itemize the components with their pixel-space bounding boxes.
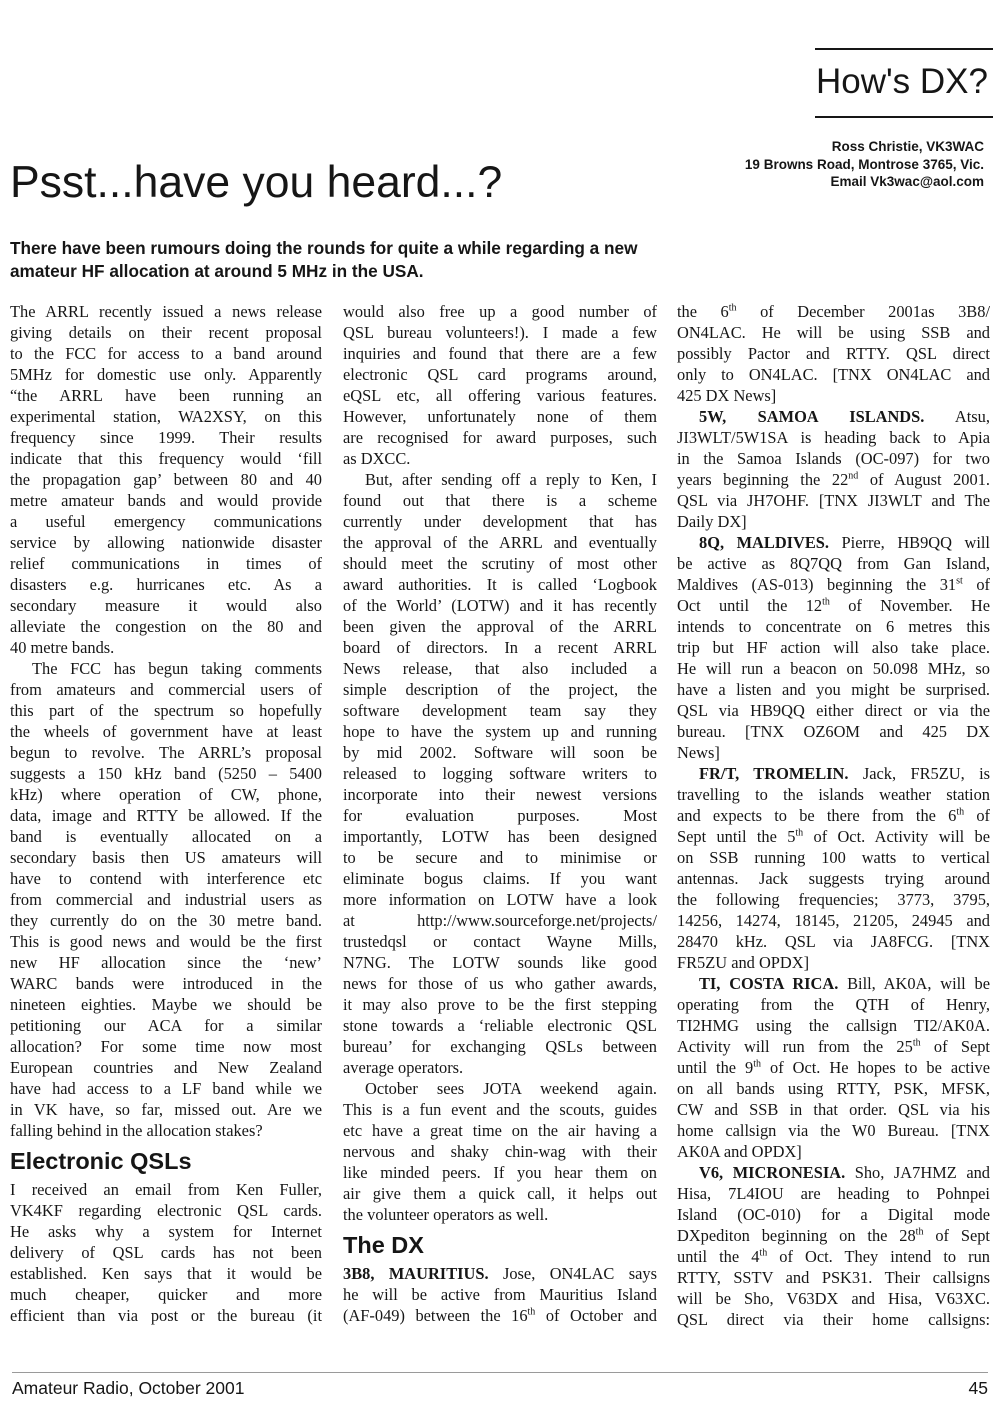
- body-line: This is good news and would be the first: [10, 932, 322, 951]
- body-line: intends to concentrate on 6 metres this: [677, 617, 990, 636]
- dx-entity-heading: FR/T, TROMELIN.: [699, 764, 849, 783]
- body-line: award authorities. It is called ‘Logbook: [343, 575, 657, 594]
- body-line: hope to have the system up and running: [343, 722, 657, 741]
- body-line: travelling to the islands weather station: [677, 785, 990, 804]
- body-line: would also free up a good number of: [343, 302, 657, 321]
- body-line: bureau. [TNX OZ6OM and 425 DX: [677, 722, 990, 741]
- body-line: JI3WLT/5W1SA is heading back to Apia: [677, 428, 990, 447]
- body-line: it may also prove to be the first stepping: [343, 995, 657, 1014]
- body-line: giving details on their recent proposal: [10, 323, 322, 342]
- body-line: Sept until the 5th of Oct. Activity will be: [677, 827, 990, 846]
- body-line: TI, COSTA RICA. Bill, AK0A, will be: [699, 974, 990, 993]
- body-line: QSL bureau volunteers!). I made a few: [343, 323, 657, 342]
- section-title: How's DX?: [815, 62, 988, 101]
- body-line: as DXCC.: [343, 449, 411, 468]
- author-block: [745, 138, 984, 191]
- body-line: the volunteer operators as well.: [343, 1205, 549, 1224]
- body-line: nervous and shaky chin-wag with their: [343, 1142, 657, 1161]
- body-line: kHz) where operation of CW, phone,: [10, 785, 322, 804]
- body-line: QSL via HB9QQ either direct or via the: [677, 701, 990, 720]
- body-line: 425 DX News]: [677, 386, 777, 405]
- body-line: should meet the scrutiny of most other: [343, 554, 657, 573]
- body-line: service by allowing nationwide disaster: [10, 533, 322, 552]
- body-line: Island (OC-010) for a Digital mode: [677, 1205, 990, 1224]
- body-line: in VK have, so far, missed out. Are we: [10, 1100, 322, 1119]
- body-line: He will run a beacon on 50.098 MHz, so: [677, 659, 990, 678]
- section-header-top-rule: [815, 48, 993, 50]
- body-line: Hisa, 7L4IOU are heading to Pohnpei: [677, 1184, 990, 1203]
- body-line: from commercial and industrial users as: [10, 890, 322, 909]
- body-line: the 6th of December 2001as 3B8/: [677, 302, 990, 321]
- section-header-underline: [815, 116, 993, 118]
- body-line: Activity will run from the 25th of Sept: [677, 1037, 990, 1056]
- body-line: RTTY, SSTV and PSK31. Their callsigns: [677, 1268, 990, 1287]
- article-headline: Psst...have you heard...?: [10, 158, 503, 207]
- body-line: software development team say they: [343, 701, 657, 720]
- body-line: to the FCC for access to a band around: [10, 344, 322, 363]
- body-line: trip but HF action will also take place.: [677, 638, 990, 657]
- body-line: suggests a 150 kHz band (5250 – 5400: [10, 764, 322, 783]
- body-line: they currently do on the 30 metre band.: [10, 911, 322, 930]
- body-line: October sees JOTA weekend again.: [365, 1079, 657, 1098]
- body-line: have a listen and you might be surprised.: [677, 680, 990, 699]
- body-line: indicate that this frequency would ‘fill: [10, 449, 322, 468]
- body-line: a useful emergency communications: [10, 512, 322, 531]
- article-column-2: [343, 301, 657, 1326]
- body-line: 3B8, MAURITIUS. Jose, ON4LAC says: [343, 1264, 657, 1283]
- body-line: 5MHz for domestic use only. Apparently: [10, 365, 322, 384]
- body-line: only to ON4LAC. [TNX ON4LAC and: [677, 365, 990, 384]
- body-line: in the Samoa Islands (OC-097) for two: [677, 449, 990, 468]
- body-line: be active as 8Q7QQ from Gan Island,: [677, 554, 990, 573]
- body-line: currently under development that has: [343, 512, 657, 531]
- body-line: AK0A and OPDX]: [677, 1142, 802, 1161]
- body-line: simple description of the project, the: [343, 680, 657, 699]
- body-line: to be secure and to minimise or: [343, 848, 657, 867]
- body-line: metre amateur bands and would provide: [10, 491, 322, 510]
- publication-name: Amateur Radio, October 2001: [12, 1378, 245, 1398]
- body-line: this part of the spectrum so hopefully: [10, 701, 322, 720]
- body-line: QSL direct via their home callsigns:: [677, 1310, 990, 1329]
- body-line: European countries and New Zealand: [10, 1058, 322, 1077]
- body-line: etc have a great time on the air having a: [343, 1121, 657, 1140]
- body-line: air give them a quick call, it helps out: [343, 1184, 657, 1203]
- body-line: WARC bands were introduced in the: [10, 974, 322, 993]
- body-line: begun to revolve. The ARRL’s proposal: [10, 743, 322, 762]
- body-line: been given the approval of the ARRL: [343, 617, 657, 636]
- article-column-1: [10, 301, 322, 1326]
- body-line: News]: [677, 743, 720, 762]
- body-line: more information on LOTW have a look: [343, 890, 657, 909]
- subheading-electronic-qsls: Electronic QSLs: [10, 1148, 192, 1174]
- body-line: delivery of QSL cards has not been: [10, 1243, 322, 1262]
- body-line: from amateurs and commercial users of: [10, 680, 322, 699]
- body-line: operating from the QTH of Henry,: [677, 995, 990, 1014]
- body-line: band is eventually allocated on a: [10, 827, 322, 846]
- body-line: importantly, LOTW has been designed: [343, 827, 657, 846]
- body-line: until the 9th of Oct. He hopes to be active: [677, 1058, 990, 1077]
- dx-entity-heading: 8Q, MALDIVES.: [699, 533, 830, 552]
- body-line: incorporate into their newest versions: [343, 785, 657, 804]
- body-line: “the ARRL have been running an: [10, 386, 322, 405]
- body-line: possibly Pactor and RTTY. QSL direct: [677, 344, 990, 363]
- body-line: the wheels of government have at least: [10, 722, 322, 741]
- body-line: frequency since 1999. Their results: [10, 428, 322, 447]
- body-line: like minded peers. If you hear them on: [343, 1163, 657, 1182]
- body-line: the propagation gap’ between 80 and 40: [10, 470, 322, 489]
- body-line: on SSB running 100 watts to vertical: [677, 848, 990, 867]
- body-line: This is a fun event and the scouts, guides: [343, 1100, 657, 1119]
- author-address: 19 Browns Road, Montrose 3765, Vic.: [744, 156, 984, 172]
- body-line: have had access to a LF band while we: [10, 1079, 322, 1098]
- author-name: Ross Christie, VK3WAC: [831, 139, 984, 154]
- body-line: found out that there is a scheme: [343, 491, 657, 510]
- body-line: V6, MICRONESIA. Sho, JA7HMZ and: [699, 1163, 990, 1182]
- body-line: ON4LAC. He will be using SSB and: [677, 323, 990, 342]
- body-line: news for those of us who gather awards,: [343, 974, 657, 993]
- body-line: CW and SSB in that order. QSL via his: [677, 1100, 990, 1119]
- body-line: much cheaper, quicker and more: [10, 1285, 322, 1304]
- body-line: board of directors. In a recent ARRL: [343, 638, 657, 657]
- body-line: new HF allocation since the ‘new’: [10, 953, 322, 972]
- body-line: eliminate bogus claims. If you want: [343, 869, 657, 888]
- subheading-the-dx: The DX: [343, 1232, 424, 1258]
- body-line: FR5ZU and OPDX]: [677, 953, 810, 972]
- body-line: 28470 kHz. QSL via JA8FCG. [TNX: [677, 932, 990, 951]
- body-line: on all bands using RTTY, PSK, MFSK,: [677, 1079, 990, 1098]
- body-line: But, after sending off a reply to Ken, I: [365, 470, 657, 489]
- body-line: Daily DX]: [677, 512, 747, 531]
- body-line: average operators.: [343, 1058, 464, 1077]
- body-line: 8Q, MALDIVES. Pierre, HB9QQ will: [699, 533, 990, 552]
- body-line: bureau’ for exchanging QSLs between: [343, 1037, 657, 1056]
- body-line: QSL via JH7OHF. [TNX JI3WLT and The: [677, 491, 990, 510]
- body-line: the following frequencies; 3773, 3795,: [677, 890, 990, 909]
- body-line: 14256, 14274, 18145, 21205, 24945 and: [677, 911, 990, 930]
- body-line: home callsign via the W0 Bureau. [TNX: [677, 1121, 990, 1140]
- body-line: and expects to be there from the 6th of: [677, 806, 990, 825]
- body-line: The FCC has begun taking comments: [32, 659, 322, 678]
- article-column-3: [677, 301, 990, 1330]
- body-line: secondary basis then US amateurs will: [10, 848, 322, 867]
- body-line: inquiries and found that there are a few: [343, 344, 657, 363]
- body-line: are recognised for award purposes, such: [343, 428, 657, 447]
- body-line: the approval of the ARRL and eventually: [343, 533, 657, 552]
- body-line: I received an email from Ken Fuller,: [10, 1180, 322, 1199]
- body-line: 40 metre bands.: [10, 638, 115, 657]
- body-line: antennas. Jack suggests trying around: [677, 869, 990, 888]
- body-line: falling behind in the allocation stakes?: [10, 1121, 263, 1140]
- body-line: relief communications in times of: [10, 554, 322, 573]
- body-line: secondary measure it would also: [10, 596, 322, 615]
- body-line: will be Sho, V63DX and Hisa, V63XC.: [677, 1289, 990, 1308]
- dx-entity-heading: 5W, SAMOA ISLANDS.: [699, 407, 925, 426]
- body-line: The ARRL recently issued a news release: [10, 302, 322, 321]
- body-line: N7NG. The LOTW sounds like good: [343, 953, 657, 972]
- body-line: by mid 2002. Software will soon be: [343, 743, 657, 762]
- body-line: News release, that also included a: [343, 659, 657, 678]
- body-line: trustedqsl or contact Wayne Mills,: [343, 932, 657, 951]
- body-line: stone towards a ‘reliable electronic QSL: [343, 1016, 657, 1035]
- page-footer: [12, 1378, 988, 1402]
- body-line: electronic QSL card programs around,: [343, 365, 657, 384]
- footer-rule: [12, 1372, 988, 1373]
- body-line: DXpediton beginning on the 28th of Sept: [677, 1226, 990, 1245]
- body-line: experimental station, WA2XSY, on this: [10, 407, 322, 426]
- body-line: established. Ken says that it would be: [10, 1264, 322, 1283]
- author-email: Email Vk3wac@aol.com: [830, 174, 984, 189]
- body-line: VK4KF regarding electronic QSL cards.: [10, 1201, 322, 1220]
- body-line: petitioning our ACA for a similar: [10, 1016, 322, 1035]
- body-line: disasters e.g. hurricanes etc. As a: [10, 575, 322, 594]
- body-line: allocation? For some time now most: [10, 1037, 322, 1056]
- body-line: However, unfortunately none of them: [343, 407, 657, 426]
- body-line: data, image and RTTY be allowed. If the: [10, 806, 322, 825]
- lede-line: amateur HF allocation at around 5 MHz in the USA.: [10, 261, 424, 281]
- body-line: for evaluation purposes. Most: [343, 806, 657, 825]
- body-line: nineteen eighties. Maybe we should be: [10, 995, 322, 1014]
- body-line: TI2HMG using the callsign TI2/AK0A.: [677, 1016, 990, 1035]
- body-line: he will be active from Mauritius Island: [343, 1285, 657, 1304]
- dx-entity-heading: V6, MICRONESIA.: [699, 1163, 846, 1182]
- body-line: FR/T, TROMELIN. Jack, FR5ZU, is: [699, 764, 991, 783]
- body-line: years beginning the 22nd of August 2001.: [677, 470, 990, 489]
- body-line: of the World’ (LOTW) and it has recently: [343, 596, 657, 615]
- body-line: eQSL etc, all offering various features.: [343, 386, 657, 405]
- body-line: released to logging software writers to: [343, 764, 657, 783]
- body-line: at http://www.sourceforge.net/projects/: [343, 911, 657, 930]
- body-line: (AF-049) between the 16th of October and: [343, 1306, 658, 1325]
- article-lede: [10, 237, 710, 283]
- dx-entity-heading: 3B8, MAURITIUS.: [343, 1264, 489, 1283]
- dx-entity-heading: TI, COSTA RICA.: [699, 974, 839, 993]
- body-line: have to contend with interference etc: [10, 869, 322, 888]
- body-line: Maldives (AS-013) beginning the 31st of: [677, 575, 990, 594]
- page-number: 45: [968, 1378, 988, 1398]
- body-line: efficient than via post or the bureau (it: [10, 1306, 322, 1325]
- body-line: Oct until the 12th of November. He: [677, 596, 990, 615]
- section-header: [815, 48, 993, 120]
- lede-line: There have been rumours doing the rounds for quite a while regarding a new: [10, 238, 638, 258]
- body-line: 5W, SAMOA ISLANDS. Atsu,: [699, 407, 990, 426]
- body-line: He asks why a system for Internet: [10, 1222, 322, 1241]
- body-line: alleviate the congestion on the 80 and: [10, 617, 322, 636]
- body-line: until the 4th of Oct. They intend to run: [677, 1247, 991, 1266]
